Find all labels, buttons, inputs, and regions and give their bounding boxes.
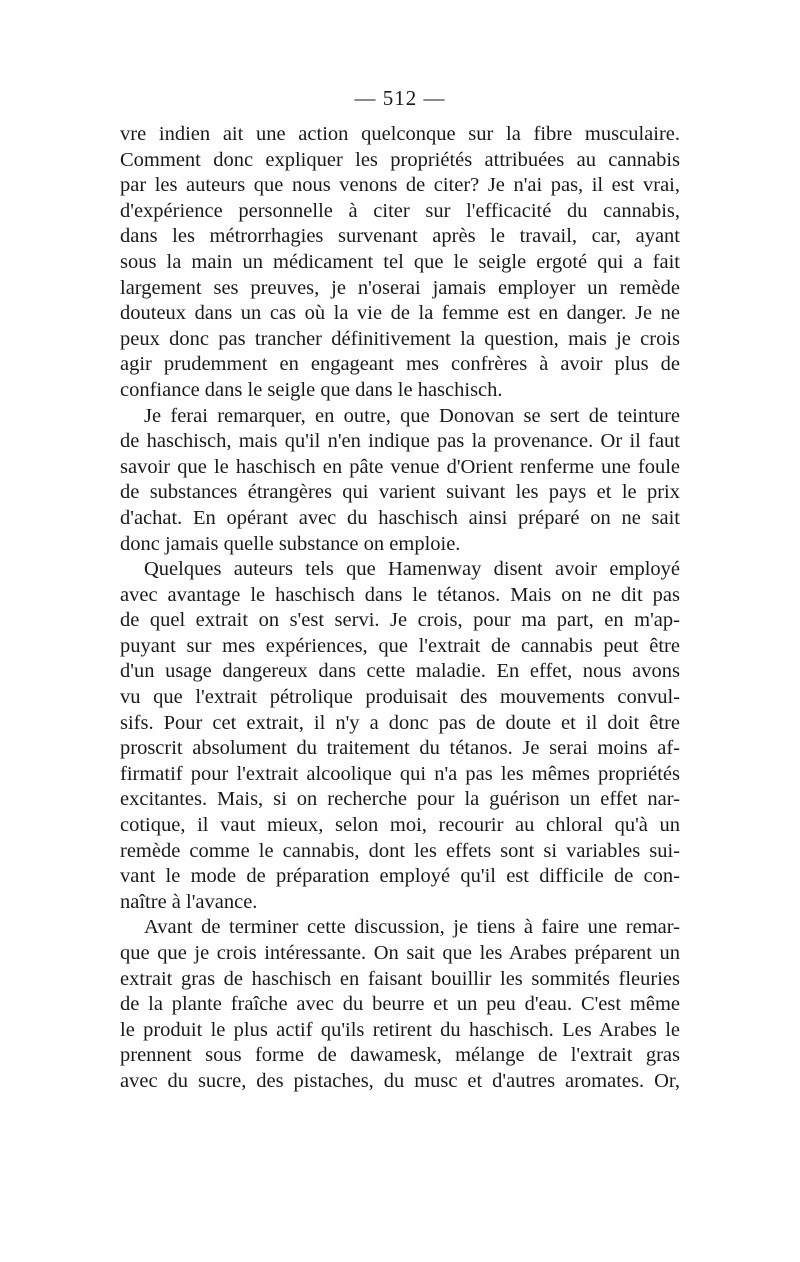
text-line: d'expérience personnelle à citer sur l'efficacité du cannabis, bbox=[120, 199, 680, 222]
text-line: proscrit absolument du traitement du tétanos. Je serai moins af- bbox=[120, 737, 680, 760]
text-line: sous la main un médicament tel que le seigle ergoté qui a fait bbox=[120, 250, 680, 273]
text-line: par les auteurs que nous venons de citer? Je n'ai pas, il est vrai, bbox=[120, 174, 680, 197]
text-line: cotique, il vaut mieux, selon moi, recourir au chloral qu'à un bbox=[120, 814, 680, 837]
text-line: le produit le plus actif qu'ils retirent du haschisch. Les Arabes le bbox=[120, 1018, 680, 1041]
text-line: savoir que le haschisch en pâte venue d'Orient renferme une foule bbox=[120, 455, 680, 478]
text-line: peux donc pas trancher définitivement la question, mais je crois bbox=[120, 327, 680, 350]
text-line: de quel extrait on s'est servi. Je crois, pour ma part, en m'ap- bbox=[120, 609, 680, 632]
text-line: naître à l'avance. bbox=[120, 890, 258, 913]
text-line: prennent sous forme de dawamesk, mélange de l'extrait gras bbox=[120, 1044, 680, 1067]
text-line: Comment donc expliquer les propriétés attribuées au cannabis bbox=[120, 148, 680, 171]
page-number: — 512 — bbox=[354, 86, 446, 110]
text-line: vu que l'extrait pétrolique produisait des mouvements convul- bbox=[120, 686, 680, 709]
text-line: vant le mode de préparation employé qu'il est difficile de con- bbox=[120, 865, 680, 888]
text-line: avec du sucre, des pistaches, du musc et d'autres aromates. Or, bbox=[120, 1069, 680, 1092]
text-line: extrait gras de haschisch en faisant bouillir les sommités fleuries bbox=[120, 967, 680, 990]
text-line: sifs. Pour cet extrait, il n'y a donc pas de doute et il doit être bbox=[120, 711, 680, 734]
text-line: firmatif pour l'extrait alcoolique qui n'a pas les mêmes propriétés bbox=[120, 762, 680, 785]
text-line: de la plante fraîche avec du beurre et un peu d'eau. C'est même bbox=[120, 993, 680, 1016]
text-line: agir prudemment en engageant mes confrères à avoir plus de bbox=[120, 353, 680, 376]
text-line: de substances étrangères qui varient suivant les pays et le prix bbox=[120, 481, 680, 504]
text-line: remède comme le cannabis, dont les effets sont si variables sui- bbox=[120, 839, 680, 862]
text-line: d'achat. En opérant avec du haschisch ainsi préparé on ne sait bbox=[120, 506, 680, 529]
text-line: puyant sur mes expériences, que l'extrait de cannabis peut être bbox=[120, 634, 680, 657]
text-line: Quelques auteurs tels que Hamenway disent avoir employé bbox=[144, 558, 680, 581]
text-line: dans les métrorrhagies survenant après le travail, car, ayant bbox=[120, 225, 680, 248]
body-text bbox=[120, 122, 680, 1095]
text-line: douteux dans un cas où la vie de la femme est en danger. Je ne bbox=[120, 302, 680, 325]
text-line: que que je crois intéressante. On sait que les Arabes préparent un bbox=[120, 942, 680, 964]
text-line: vre indien ait une action quelconque sur la fibre musculaire. bbox=[120, 123, 680, 145]
text-line: confiance dans le seigle que dans le haschisch. bbox=[120, 378, 503, 401]
text-line: avec avantage le haschisch dans le tétanos. Mais on ne dit pas bbox=[120, 583, 680, 606]
text-line: Avant de terminer cette discussion, je tiens à faire une remar- bbox=[144, 916, 680, 939]
text-line: donc jamais quelle substance on emploie. bbox=[120, 532, 461, 555]
text-line: largement ses preuves, je n'oserai jamais employer un remède bbox=[120, 276, 680, 299]
text-line: Je ferai remarquer, en outre, que Donovan se sert de teinture bbox=[144, 404, 680, 427]
text-line: de haschisch, mais qu'il n'en indique pas la provenance. Or il faut bbox=[120, 430, 680, 453]
text-line: d'un usage dangereux dans cette maladie. En effet, nous avons bbox=[120, 660, 680, 683]
text-line: excitantes. Mais, si on recherche pour la guérison un effet nar- bbox=[120, 788, 680, 811]
